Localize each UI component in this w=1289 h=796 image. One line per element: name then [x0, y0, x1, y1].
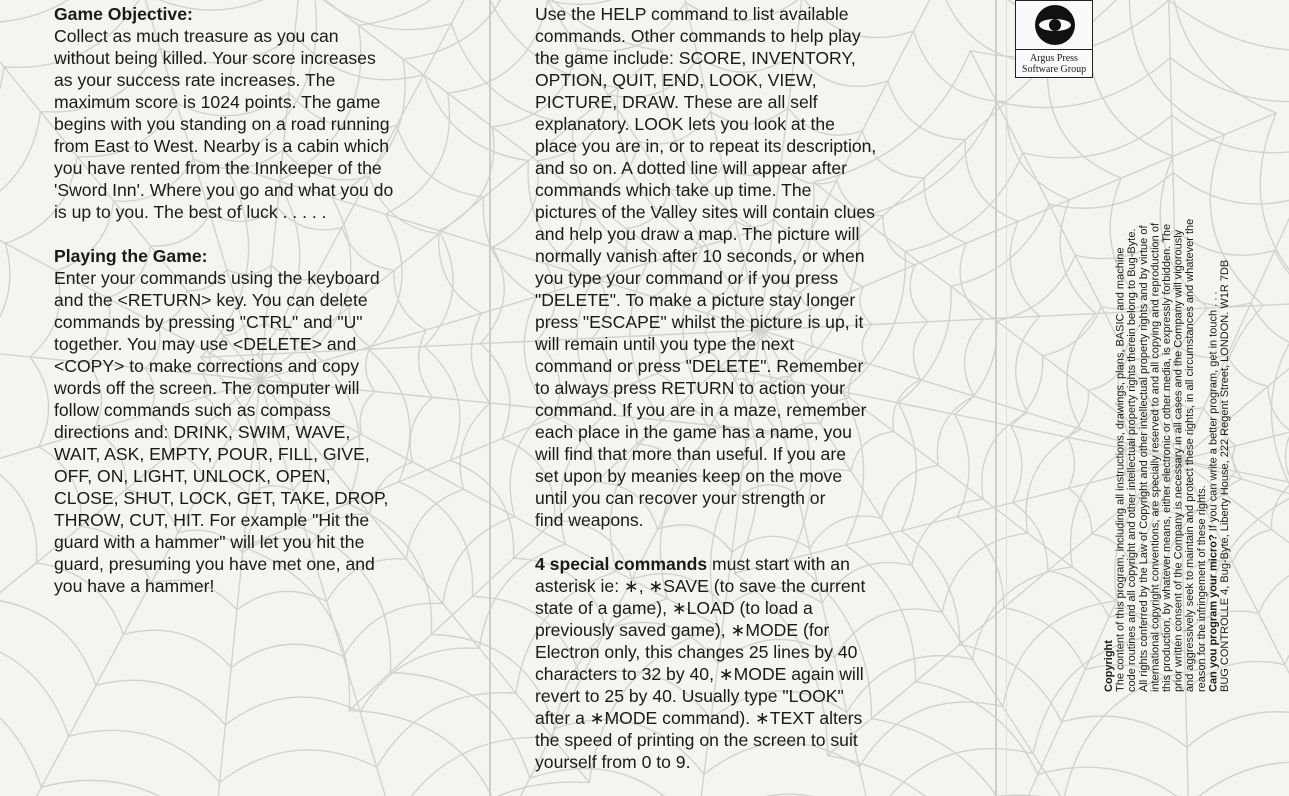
objective-text: [54, 25, 434, 223]
text-line: will remain until you type the next: [535, 334, 795, 354]
text-line: <COPY> to make corrections and copy: [54, 356, 360, 376]
text-line: and aggressively seek to maintain and protect these rights, in all circumstances and whatever the: [1184, 218, 1197, 692]
text-line: as your success rate increases. The: [54, 70, 336, 90]
text-line: OPTION, QUIT, END, LOOK, VIEW,: [535, 70, 817, 90]
text-line: Use the HELP command to list available: [535, 4, 849, 24]
text-line: directions and: DRINK, SWIM, WAVE,: [54, 422, 351, 442]
special-commands-first-line: [535, 553, 920, 575]
text-line: and so on. A dotted line will appear after: [535, 158, 848, 178]
text-line: CLOSE, SHUT, LOCK, GET, TAKE, DROP,: [54, 488, 389, 508]
text-line: state of a game), ∗LOAD (to load a: [535, 598, 813, 618]
help-text: [535, 3, 920, 531]
text-line: "DELETE". To make a picture stay longer: [535, 290, 856, 310]
special-commands-first-rest: must start with an: [707, 554, 850, 574]
text-line: you have rented from the Innkeeper of the: [54, 158, 382, 178]
text-line: yourself from 0 to 9.: [535, 752, 691, 772]
text-line: to always press RETURN to action your: [535, 378, 845, 398]
text-line: normally vanish after 10 seconds, or when: [535, 246, 865, 266]
text-line: maximum score is 1024 points. The game: [54, 92, 381, 112]
text-line: and help you draw a map. The picture will: [535, 224, 860, 244]
text-line: the game include: SCORE, INVENTORY,: [535, 48, 856, 68]
text-line: you have a hammer!: [54, 576, 215, 596]
argus-press-logo: [1015, 0, 1093, 78]
text-line: you type your command or if you press: [535, 268, 839, 288]
text-line: is up to you. The best of luck . . . . .: [54, 202, 327, 222]
legal-notice: [1104, 132, 1232, 692]
left-column: [54, 3, 434, 597]
text-line: THROW, CUT, HIT. For example "Hit the: [54, 510, 370, 530]
address-line: BUG CONTROLLE 4, Bug-Byte, Liberty House, 222 Regent Street, LONDON. W1R 7DB: [1218, 259, 1231, 692]
special-commands-lead: 4 special commands: [535, 554, 708, 574]
text-line: OFF, ON, LIGHT, UNLOCK, OPEN,: [54, 466, 331, 486]
text-line: command or press "DELETE". Remember: [535, 356, 864, 376]
text-line: reason for the infringement of these rights.: [1195, 485, 1208, 692]
text-line: begins with you standing on a road running: [54, 114, 390, 134]
text-line: code routines and all copyright and other intellectual property rights therein belong to Bug-Byte.: [1126, 228, 1139, 692]
text-line: find weapons.: [535, 510, 644, 530]
text-line: previously saved game), ∗MODE (for: [535, 620, 830, 640]
text-line: Collect as much treasure as you can: [54, 26, 339, 46]
text-line: from East to West. Nearby is a cabin which: [54, 136, 390, 156]
text-line: commands. Other commands to help play: [535, 26, 861, 46]
text-line: follow commands such as compass: [54, 400, 331, 420]
text-line: WAIT, ASK, EMPTY, POUR, FILL, GIVE,: [54, 444, 370, 464]
middle-column: [535, 3, 920, 773]
text-line: 'Sword Inn'. Where you go and what you do: [54, 180, 394, 200]
program-rest: If you can write a better program, get in touch . . .: [1207, 291, 1220, 535]
text-line: international copyright conventions, are specially reserved to and all copying and reproduction of: [1149, 222, 1162, 692]
playing-text: [54, 267, 434, 597]
text-line: commands which take up time. The: [535, 180, 812, 200]
text-line: press "ESCAPE" whilst the picture is up, it: [535, 312, 864, 332]
text-line: Electron only, this changes 25 lines by 40: [535, 642, 858, 662]
text-line: will find that more than useful. If you are: [535, 444, 846, 464]
text-line: PICTURE, DRAW. These are all self: [535, 92, 818, 112]
page-fold-right: [995, 0, 997, 796]
text-line: The content of this program, including all instructions, drawings, plans, BASIC and machine: [1114, 247, 1127, 692]
logo-text: [1016, 49, 1092, 75]
playing-heading: Playing the Game:: [54, 246, 208, 266]
eye-emblem-icon: [1035, 5, 1075, 45]
panel-edge: [1006, 0, 1007, 796]
text-line: together. You may use <DELETE> and: [54, 334, 357, 354]
text-line: place you are in, or to repeat its description,: [535, 136, 877, 156]
text-line: guard, presuming you have met one, and: [54, 554, 375, 574]
text-line: after a ∗MODE command). ∗TEXT alters: [535, 708, 863, 728]
text-line: commands by pressing "CTRL" and "U": [54, 312, 363, 332]
text-line: set upon by meanies keep on the move: [535, 466, 843, 486]
text-line: this production, by whatever means, either electronic or other media, is expressly forbidden. The: [1160, 223, 1173, 692]
text-line: revert to 25 by 40. Usually type "LOOK": [535, 686, 844, 706]
logo-line-2: Software Group: [1021, 64, 1087, 75]
text-line: the speed of printing on the screen to suit: [535, 730, 858, 750]
copyright-text: [1116, 132, 1209, 692]
text-line: each place in the game has a name, you: [535, 422, 852, 442]
logo-line-1: Argus Press: [1030, 53, 1078, 64]
text-line: and the <RETURN> key. You can delete: [54, 290, 368, 310]
text-line: guard with a hammer" will let you hit the: [54, 532, 365, 552]
program-lead: Can you program your micro?: [1207, 534, 1220, 692]
special-commands-text: [535, 575, 920, 773]
text-line: Enter your commands using the keyboard: [54, 268, 380, 288]
page-fold-left: [489, 0, 491, 796]
text-line: prior written consent of the Company is necessary in all cases and the Company will vigorously: [1172, 229, 1185, 692]
objective-heading: Game Objective:: [54, 4, 193, 24]
text-line: characters to 32 by 40, ∗MODE again will: [535, 664, 864, 684]
text-line: without being killed. Your score increases: [54, 48, 376, 68]
text-line: words off the screen. The computer will: [54, 378, 360, 398]
text-line: explanatory. LOOK lets you look at the: [535, 114, 835, 134]
text-line: asterisk ie: ∗, ∗SAVE (to save the current: [535, 576, 866, 596]
text-line: until you can recover your strength or: [535, 488, 826, 508]
copyright-title: Copyright: [1103, 640, 1115, 692]
text-line: All rights conferred by the Law of Copyright and other intellectual property rights and by virtue of: [1137, 225, 1150, 692]
text-line: command. If you are in a maze, remember: [535, 400, 867, 420]
text-line: pictures of the Valley sites will contain clues: [535, 202, 875, 222]
